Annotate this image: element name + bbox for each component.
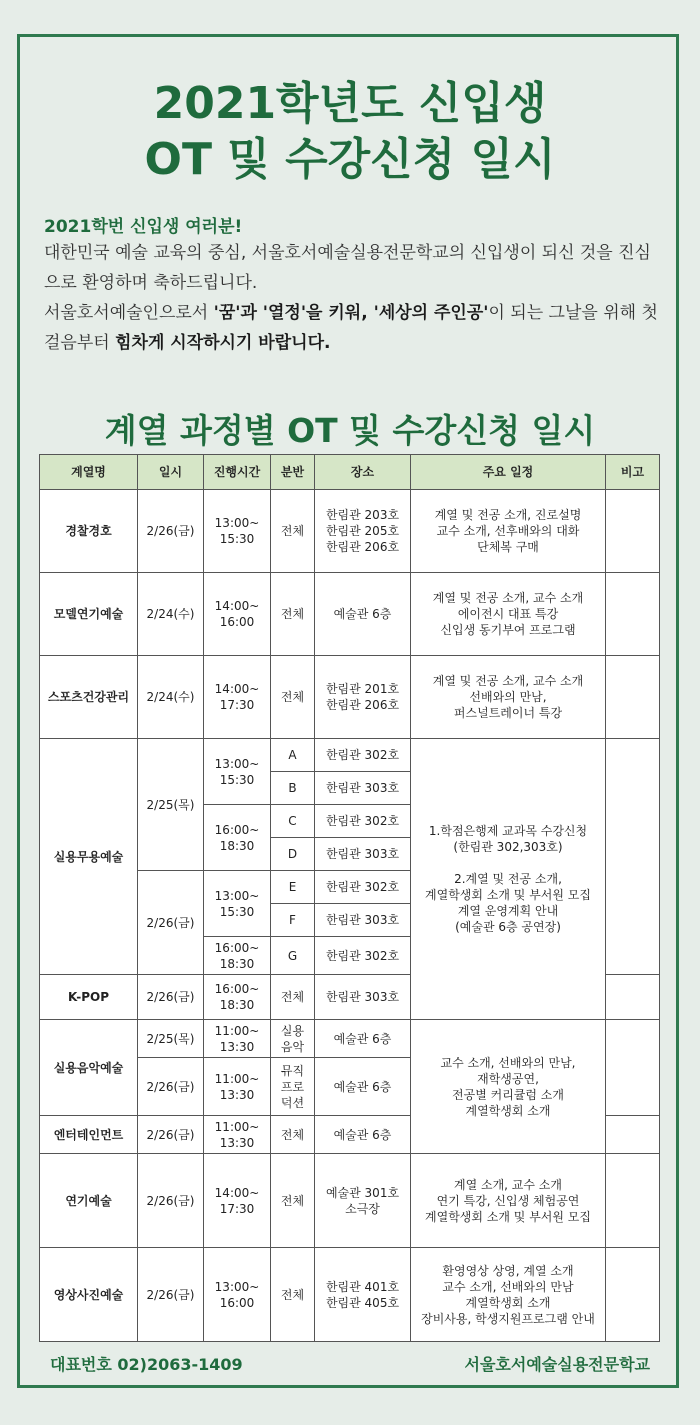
header-place: 장소: [315, 455, 411, 490]
table-row: [40, 490, 660, 573]
section-cell: 전체: [271, 1248, 315, 1342]
place-cell: 한림관 203호 한림관 205호 한림관 206호: [315, 490, 411, 573]
page-title-line2: OT 및 수강신청 일시: [144, 134, 556, 185]
plan-cell: 계열 및 전공 소개, 교수 소개 선배와의 만남, 퍼스널트레이너 특강: [411, 656, 606, 739]
section-cell: 뮤직 프로 덕션: [271, 1058, 315, 1116]
place-cell: 한림관 302호: [315, 805, 411, 838]
time-cell: 14:00~ 17:30: [204, 1154, 271, 1248]
section-cell: A: [271, 739, 315, 772]
section-cell: E: [271, 871, 315, 904]
place-cell: 한림관 303호: [315, 975, 411, 1020]
time-cell: 13:00~ 15:30: [204, 871, 271, 937]
time-cell: 13:00~ 15:30: [204, 739, 271, 805]
note-cell: [606, 1154, 660, 1248]
section-cell: B: [271, 772, 315, 805]
note-cell: [606, 739, 660, 975]
place-cell: 예술관 6층: [315, 1116, 411, 1154]
table-row: [40, 1248, 660, 1342]
note-cell: [606, 656, 660, 739]
header-plan: 주요 일정: [411, 455, 606, 490]
time-cell: 11:00~ 13:30: [204, 1058, 271, 1116]
time-cell: 16:00~ 18:30: [204, 975, 271, 1020]
time-cell: 13:00~ 16:00: [204, 1248, 271, 1342]
intro-text: [44, 238, 660, 358]
note-cell: [606, 1116, 660, 1154]
time-cell: 13:00~ 15:30: [204, 490, 271, 573]
dept-cell: 연기예술: [40, 1154, 138, 1248]
table-header-row: [40, 455, 660, 490]
intro-p2-c: 이 되는 그날을 위해 첫걸음부터: [44, 303, 658, 353]
date-cell: 2/25(목): [138, 1020, 204, 1058]
dept-cell: 실용음악예술: [40, 1020, 138, 1116]
dept-cell: 모델연기예술: [40, 573, 138, 656]
date-cell: 2/26(금): [138, 975, 204, 1020]
schedule-table: [39, 454, 660, 1342]
plan-cell: 환영영상 상영, 계열 소개 교수 소개, 선배와의 만남 계열학생회 소개 장비사용, 학생지원프로그램 안내: [411, 1248, 606, 1342]
phone-number: 대표번호 02)2063-1409: [50, 1355, 243, 1374]
section-cell: 실용 음악: [271, 1020, 315, 1058]
section-cell: 전체: [271, 656, 315, 739]
header-note: 비고: [606, 455, 660, 490]
table-row: [40, 656, 660, 739]
greeting: 2021학번 신입생 여러분!: [44, 217, 243, 237]
section-cell: G: [271, 937, 315, 975]
section-cell: 전체: [271, 1154, 315, 1248]
plan-cell: 교수 소개, 선배와의 만남, 재학생공연, 전공별 커리큘럼 소개 계열학생회 소개: [411, 1020, 606, 1154]
section-cell: 전체: [271, 573, 315, 656]
place-cell: 한림관 401호 한림관 405호: [315, 1248, 411, 1342]
schedule-section-title: 계열 과정별 OT 및 수강신청 일시: [104, 411, 596, 450]
place-cell: 한림관 302호: [315, 871, 411, 904]
date-cell: 2/26(금): [138, 871, 204, 975]
place-cell: 예술관 6층: [315, 1058, 411, 1116]
plan-cell: 계열 소개, 교수 소개 연기 특강, 신입생 체험공연 계열학생회 소개 및 부서원 모집: [411, 1154, 606, 1248]
time-cell: 16:00~ 18:30: [204, 805, 271, 871]
date-cell: 2/26(금): [138, 1116, 204, 1154]
place-cell: 한림관 302호: [315, 937, 411, 975]
time-cell: 16:00~ 18:30: [204, 937, 271, 975]
header-date: 일시: [138, 455, 204, 490]
table-row: [40, 1020, 660, 1058]
table-row: [40, 1154, 660, 1248]
place-cell: 한림관 303호: [315, 904, 411, 937]
section-cell: 전체: [271, 490, 315, 573]
intro-p2-highlight-1: '꿈'과 '열정'을 키워, '세상의 주인공': [213, 303, 489, 323]
table-row: [40, 739, 660, 772]
place-cell: 한림관 303호: [315, 772, 411, 805]
place-cell: 예술관 301호 소극장: [315, 1154, 411, 1248]
place-cell: 예술관 6층: [315, 1020, 411, 1058]
note-cell: [606, 573, 660, 656]
plan-cell: 1.학점은행제 교과목 수강신청 (한림관 302,303호) 2.계열 및 전공 소개, 계열학생회 소개 및 부서원 모집 계열 운영계획 안내 (예술관 6층 공연장): [411, 739, 606, 1020]
date-cell: 2/24(수): [138, 573, 204, 656]
intro-p2-a: 서울호서예술인으로서: [44, 303, 214, 323]
section-cell: F: [271, 904, 315, 937]
date-cell: 2/26(금): [138, 1154, 204, 1248]
time-cell: 11:00~ 13:30: [204, 1020, 271, 1058]
date-cell: 2/26(금): [138, 1248, 204, 1342]
section-cell: D: [271, 838, 315, 871]
time-cell: 14:00~ 16:00: [204, 573, 271, 656]
date-cell: 2/24(수): [138, 656, 204, 739]
place-cell: 한림관 201호 한림관 206호: [315, 656, 411, 739]
plan-cell: 계열 및 전공 소개, 교수 소개 에이전시 대표 특강 신입생 동기부여 프로그램: [411, 573, 606, 656]
dept-cell: 경찰경호: [40, 490, 138, 573]
intro-p2-highlight-2: 힘차게 시작하시기 바랍니다.: [115, 333, 331, 353]
header-dept: 계열명: [40, 455, 138, 490]
intro-paragraph-1: 대한민국 예술 교육의 중심, 서울호서예술실용전문학교의 신입생이 되신 것을 진심으로 환영하며 축하드립니다.: [44, 243, 651, 293]
note-cell: [606, 1248, 660, 1342]
dept-cell: 실용무용예술: [40, 739, 138, 975]
date-cell: 2/26(금): [138, 490, 204, 573]
header-time: 진행시간: [204, 455, 271, 490]
note-cell: [606, 1020, 660, 1116]
intro-paragraph-2: [44, 298, 660, 358]
dept-cell: 엔터테인먼트: [40, 1116, 138, 1154]
dept-cell: 영상사진예술: [40, 1248, 138, 1342]
place-cell: 한림관 303호: [315, 838, 411, 871]
dept-cell: 스포츠건강관리: [40, 656, 138, 739]
note-cell: [606, 975, 660, 1020]
page-title-line1: 2021학년도 신입생: [153, 78, 547, 129]
time-cell: 14:00~ 17:30: [204, 656, 271, 739]
note-cell: [606, 490, 660, 573]
place-cell: 한림관 302호: [315, 739, 411, 772]
school-name: 서울호서예술실용전문학교: [464, 1355, 650, 1374]
section-cell: C: [271, 805, 315, 838]
date-cell: 2/25(목): [138, 739, 204, 871]
section-cell: 전체: [271, 975, 315, 1020]
header-section: 분반: [271, 455, 315, 490]
time-cell: 11:00~ 13:30: [204, 1116, 271, 1154]
date-cell: 2/26(금): [138, 1058, 204, 1116]
plan-cell: 계열 및 전공 소개, 진로설명 교수 소개, 선후배와의 대화 단체복 구매: [411, 490, 606, 573]
section-cell: 전체: [271, 1116, 315, 1154]
dept-cell: K-POP: [40, 975, 138, 1020]
table-row: [40, 573, 660, 656]
place-cell: 예술관 6층: [315, 573, 411, 656]
